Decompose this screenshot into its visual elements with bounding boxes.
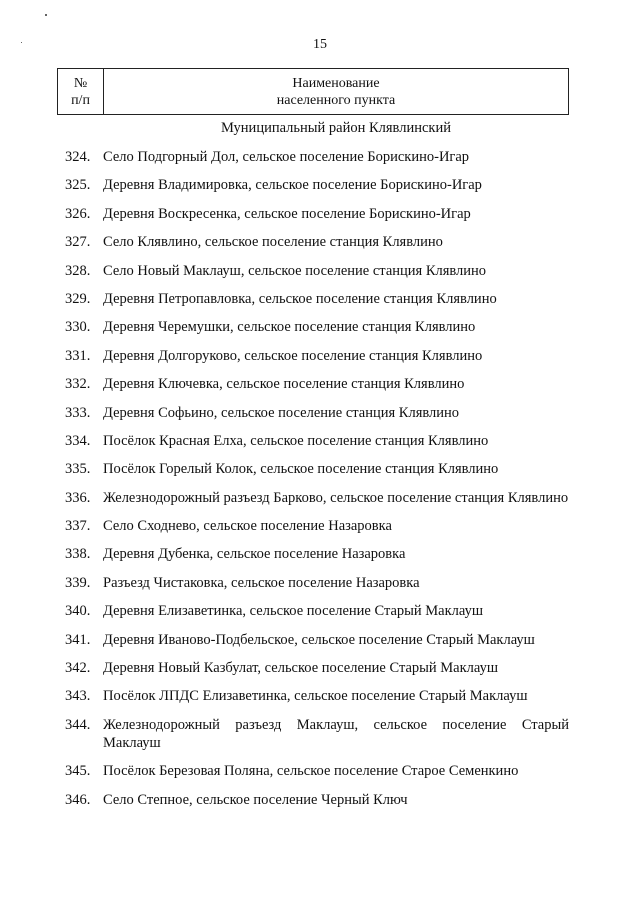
item-text: Деревня Владимировка, сельское поселение Борискино-Игар (103, 177, 482, 194)
list-item (57, 460, 569, 478)
item-number: 343. (65, 688, 91, 705)
page-number: 15 (313, 37, 327, 52)
item-text: Село Новый Маклауш, сельское поселение станция Клявлино (103, 262, 487, 279)
item-text: Деревня Иваново-Подбельское, сельское поселение Старый Маклауш (103, 631, 535, 648)
item-text: Село Подгорный Дол, сельское поселение Борискино-Игар (103, 149, 470, 165)
list-item (57, 148, 569, 166)
item-text: Посёлок Красная Елха, сельское поселение станция Клявлино (103, 432, 489, 449)
header-name-line2: населенного пункта (276, 92, 396, 108)
item-number: 338. (65, 546, 91, 563)
item-text: Деревня Софьино, сельское поселение станция Клявлино (103, 404, 460, 421)
item-text: Посёлок Горелый Колок, сельское поселение станция Клявлино (103, 461, 499, 478)
item-text: Деревня Долгоруково, сельское поселение станция Клявлино (103, 347, 483, 364)
item-number: 326. (65, 205, 91, 222)
scan-speck (45, 14, 47, 16)
item-number: 330. (65, 319, 91, 336)
list-item (57, 233, 569, 251)
list-item (57, 205, 569, 223)
district-title: Муниципальный район Клявлинский (221, 120, 451, 136)
list-item (57, 631, 569, 649)
list-item (57, 687, 569, 705)
item-text: Разъезд Чистаковка, сельское поселение Назаровка (103, 574, 420, 591)
item-number: 345. (65, 763, 91, 780)
list-item (57, 290, 569, 308)
item-number: 344. (65, 716, 91, 733)
list-item (57, 716, 569, 752)
list-item (57, 791, 569, 809)
header-name-line1: Наименование (292, 75, 380, 91)
list-item (57, 176, 569, 194)
item-number: 337. (65, 518, 91, 535)
item-text: Посёлок Березовая Поляна, сельское поселение Старое Семенкино (103, 763, 519, 780)
item-text: Посёлок ЛПДС Елизаветинка, сельское поселение Старый Маклауш (103, 688, 528, 705)
item-text: Село Клявлино, сельское поселение станция Клявлино (103, 234, 443, 251)
list-item (57, 659, 569, 677)
item-number: 340. (65, 603, 91, 620)
item-number: 324. (65, 149, 91, 165)
list-item (57, 318, 569, 336)
item-text: Деревня Новый Казбулат, сельское поселение Старый Маклауш (103, 660, 498, 677)
item-number: 334. (65, 432, 91, 449)
item-text: Деревня Черемушки, сельское поселение станция Клявлино (103, 319, 476, 336)
list-item (57, 517, 569, 535)
list-item (57, 262, 569, 280)
item-number: 342. (65, 660, 91, 677)
item-number: 335. (65, 461, 91, 478)
item-text: Железнодорожный разъезд Барково, сельское поселение станция Клявлино (103, 489, 569, 506)
item-number: 328. (65, 262, 91, 279)
item-text: Деревня Воскресенка, сельское поселение Борискино-Игар (103, 205, 471, 222)
header-number-abbrev: п/п (71, 92, 90, 108)
list-item (57, 602, 569, 620)
list-item (57, 432, 569, 450)
list-item (57, 375, 569, 393)
item-number: 341. (65, 631, 91, 648)
item-number: 332. (65, 376, 91, 393)
item-number: 329. (65, 290, 91, 307)
item-number: 339. (65, 574, 91, 591)
item-number: 346. (65, 791, 91, 808)
list-item (57, 574, 569, 592)
list-item (57, 762, 569, 780)
item-number: 327. (65, 234, 91, 251)
list-item (57, 347, 569, 365)
item-text: Село Сходнево, сельское поселение Назаровка (103, 518, 392, 535)
item-text: Деревня Дубенка, сельское поселение Назаровка (103, 546, 406, 563)
item-text: Деревня Петропавловка, сельское поселение станция Клявлино (103, 290, 497, 307)
list-item (57, 404, 569, 422)
header-number-symbol: № (73, 75, 88, 91)
item-number: 336. (65, 489, 91, 506)
item-text: Село Степное, сельское поселение Черный Ключ (103, 791, 408, 808)
table-header (57, 68, 569, 115)
item-text: Железнодорожный разъезд Маклауш, сельское поселение Старый Маклауш (103, 716, 569, 751)
list-item (57, 545, 569, 563)
list-item (57, 489, 569, 507)
item-number: 325. (65, 177, 91, 194)
settlement-list (57, 148, 569, 819)
header-name-column (104, 69, 568, 114)
header-number-column (58, 69, 104, 114)
item-number: 333. (65, 404, 91, 421)
item-text: Деревня Елизаветинка, сельское поселение Старый Маклауш (103, 603, 484, 620)
item-text: Деревня Ключевка, сельское поселение станция Клявлино (103, 376, 465, 393)
item-number: 331. (65, 347, 91, 364)
